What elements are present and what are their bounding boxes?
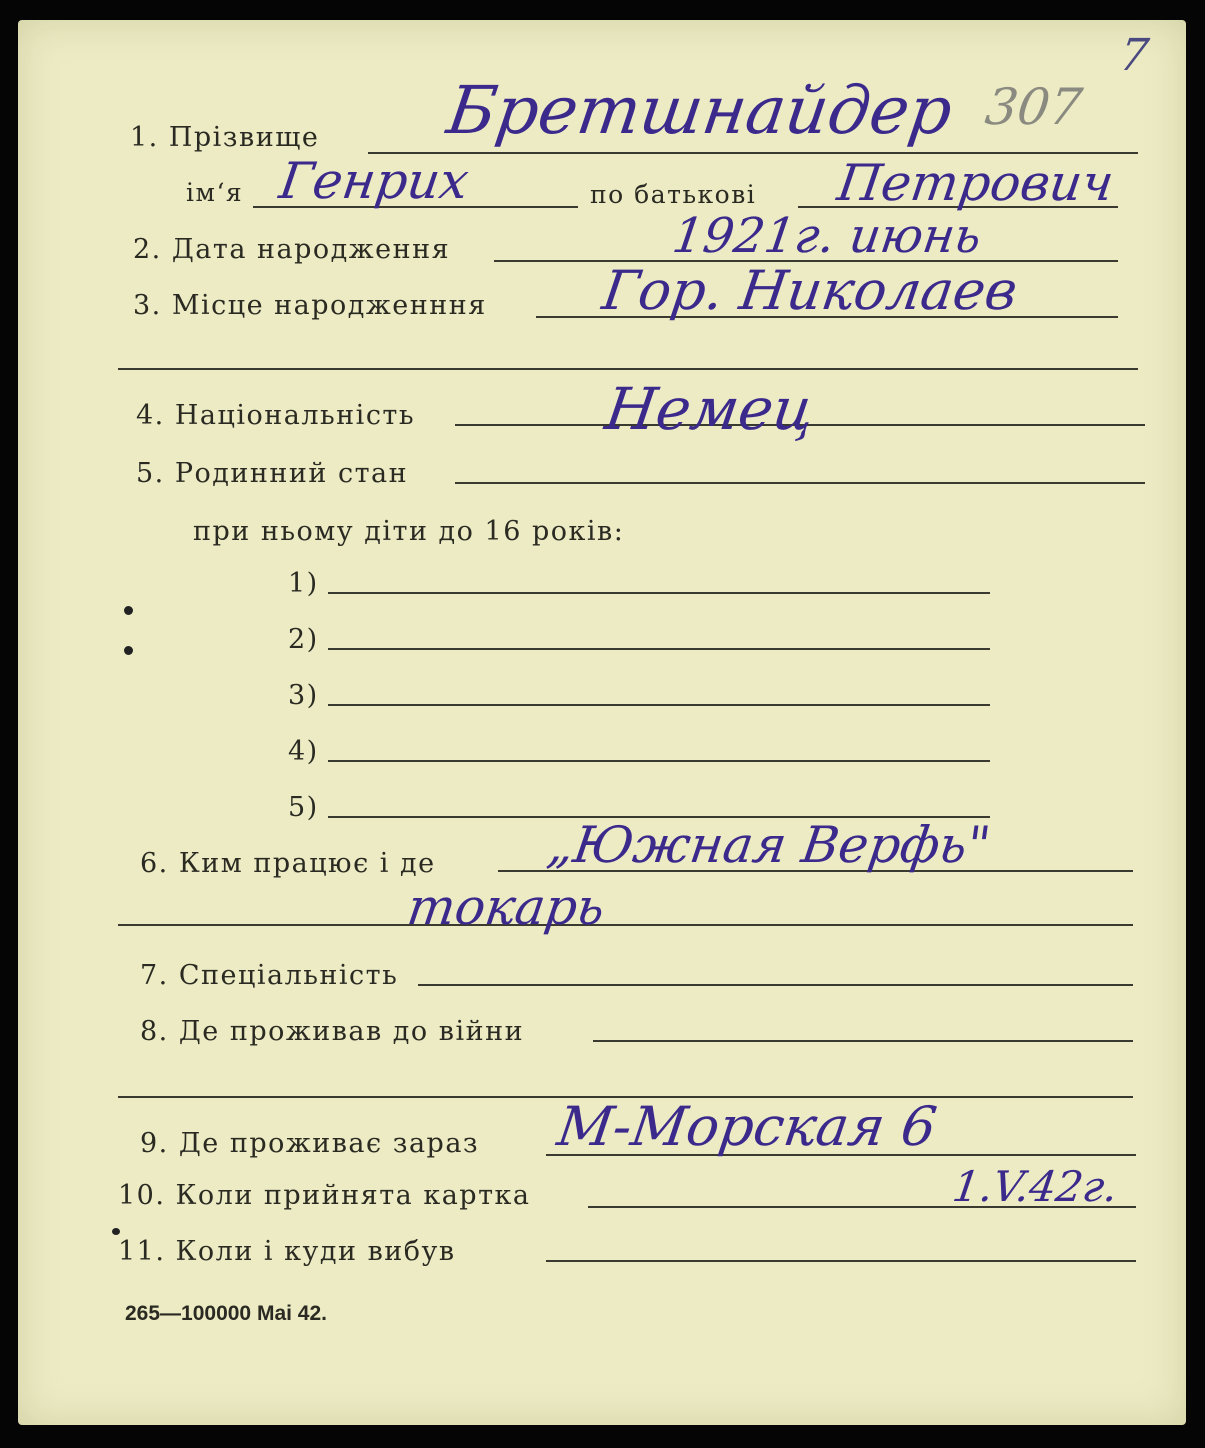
nationality-value: Немец <box>601 375 819 443</box>
child-3-number: 3) <box>288 680 319 711</box>
current-residence-label: 9. Де проживає зараз <box>140 1128 480 1159</box>
marital-status-label: 5. Родинний стан <box>136 458 409 489</box>
birth-place-value: Гор. Николаев <box>598 259 1022 322</box>
child-2-line <box>328 648 990 650</box>
first-name-value: Генрих <box>275 152 473 210</box>
birth-place-label: 3. Місце народженння <box>133 290 487 321</box>
employer-label: 6. Ким працює і де <box>140 848 436 879</box>
child-3-line <box>328 704 990 706</box>
patronymic-label: по батькові <box>590 180 757 209</box>
birth-date-value: 1921г. июнь <box>669 208 985 264</box>
card-accepted-label: 10. Коли прийнята картка <box>118 1180 531 1211</box>
surname-value: Бретшнайдер <box>442 72 957 149</box>
current-residence-value: М-Морская 6 <box>553 1095 941 1158</box>
birth-date-label: 2. Дата народження <box>133 234 451 265</box>
print-code: 265—100000 Mai 42. <box>125 1302 327 1325</box>
child-4-number: 4) <box>288 736 319 767</box>
departed-line <box>546 1260 1136 1262</box>
punch-hole <box>112 1228 120 1235</box>
child-5-number: 5) <box>288 792 319 823</box>
first-name-label: ім‘я <box>186 178 244 207</box>
archive-mark: 7 <box>1116 30 1152 81</box>
specialty-line <box>418 984 1133 986</box>
nationality-label: 4. Національність <box>136 400 416 431</box>
prewar-residence-line <box>593 1040 1133 1042</box>
employer-extra-line <box>118 924 1133 926</box>
departed-label: 11. Коли і куди вибув <box>118 1236 456 1267</box>
archive-number: 307 <box>981 78 1086 136</box>
registration-card <box>18 20 1186 1425</box>
employer-value: „Южная Верфь" <box>543 816 994 874</box>
child-2-number: 2) <box>288 624 319 655</box>
prewar-residence-label: 8. Де проживав до війни <box>140 1016 525 1047</box>
child-1-number: 1) <box>288 568 319 599</box>
marital-status-line <box>455 482 1145 484</box>
profession-value: токарь <box>403 878 609 936</box>
punch-hole <box>124 646 133 655</box>
punch-hole <box>124 606 133 615</box>
surname-label: 1. Прізвище <box>130 122 320 153</box>
child-1-line <box>328 592 990 594</box>
patronymic-value: Петрович <box>833 154 1118 212</box>
card-accepted-value: 1.V.42г. <box>949 1162 1121 1211</box>
birth-place-extra-line <box>118 368 1138 370</box>
specialty-label: 7. Спеціальність <box>140 960 399 991</box>
child-4-line <box>328 760 990 762</box>
children-label: при ньому діти до 16 років: <box>193 516 625 547</box>
